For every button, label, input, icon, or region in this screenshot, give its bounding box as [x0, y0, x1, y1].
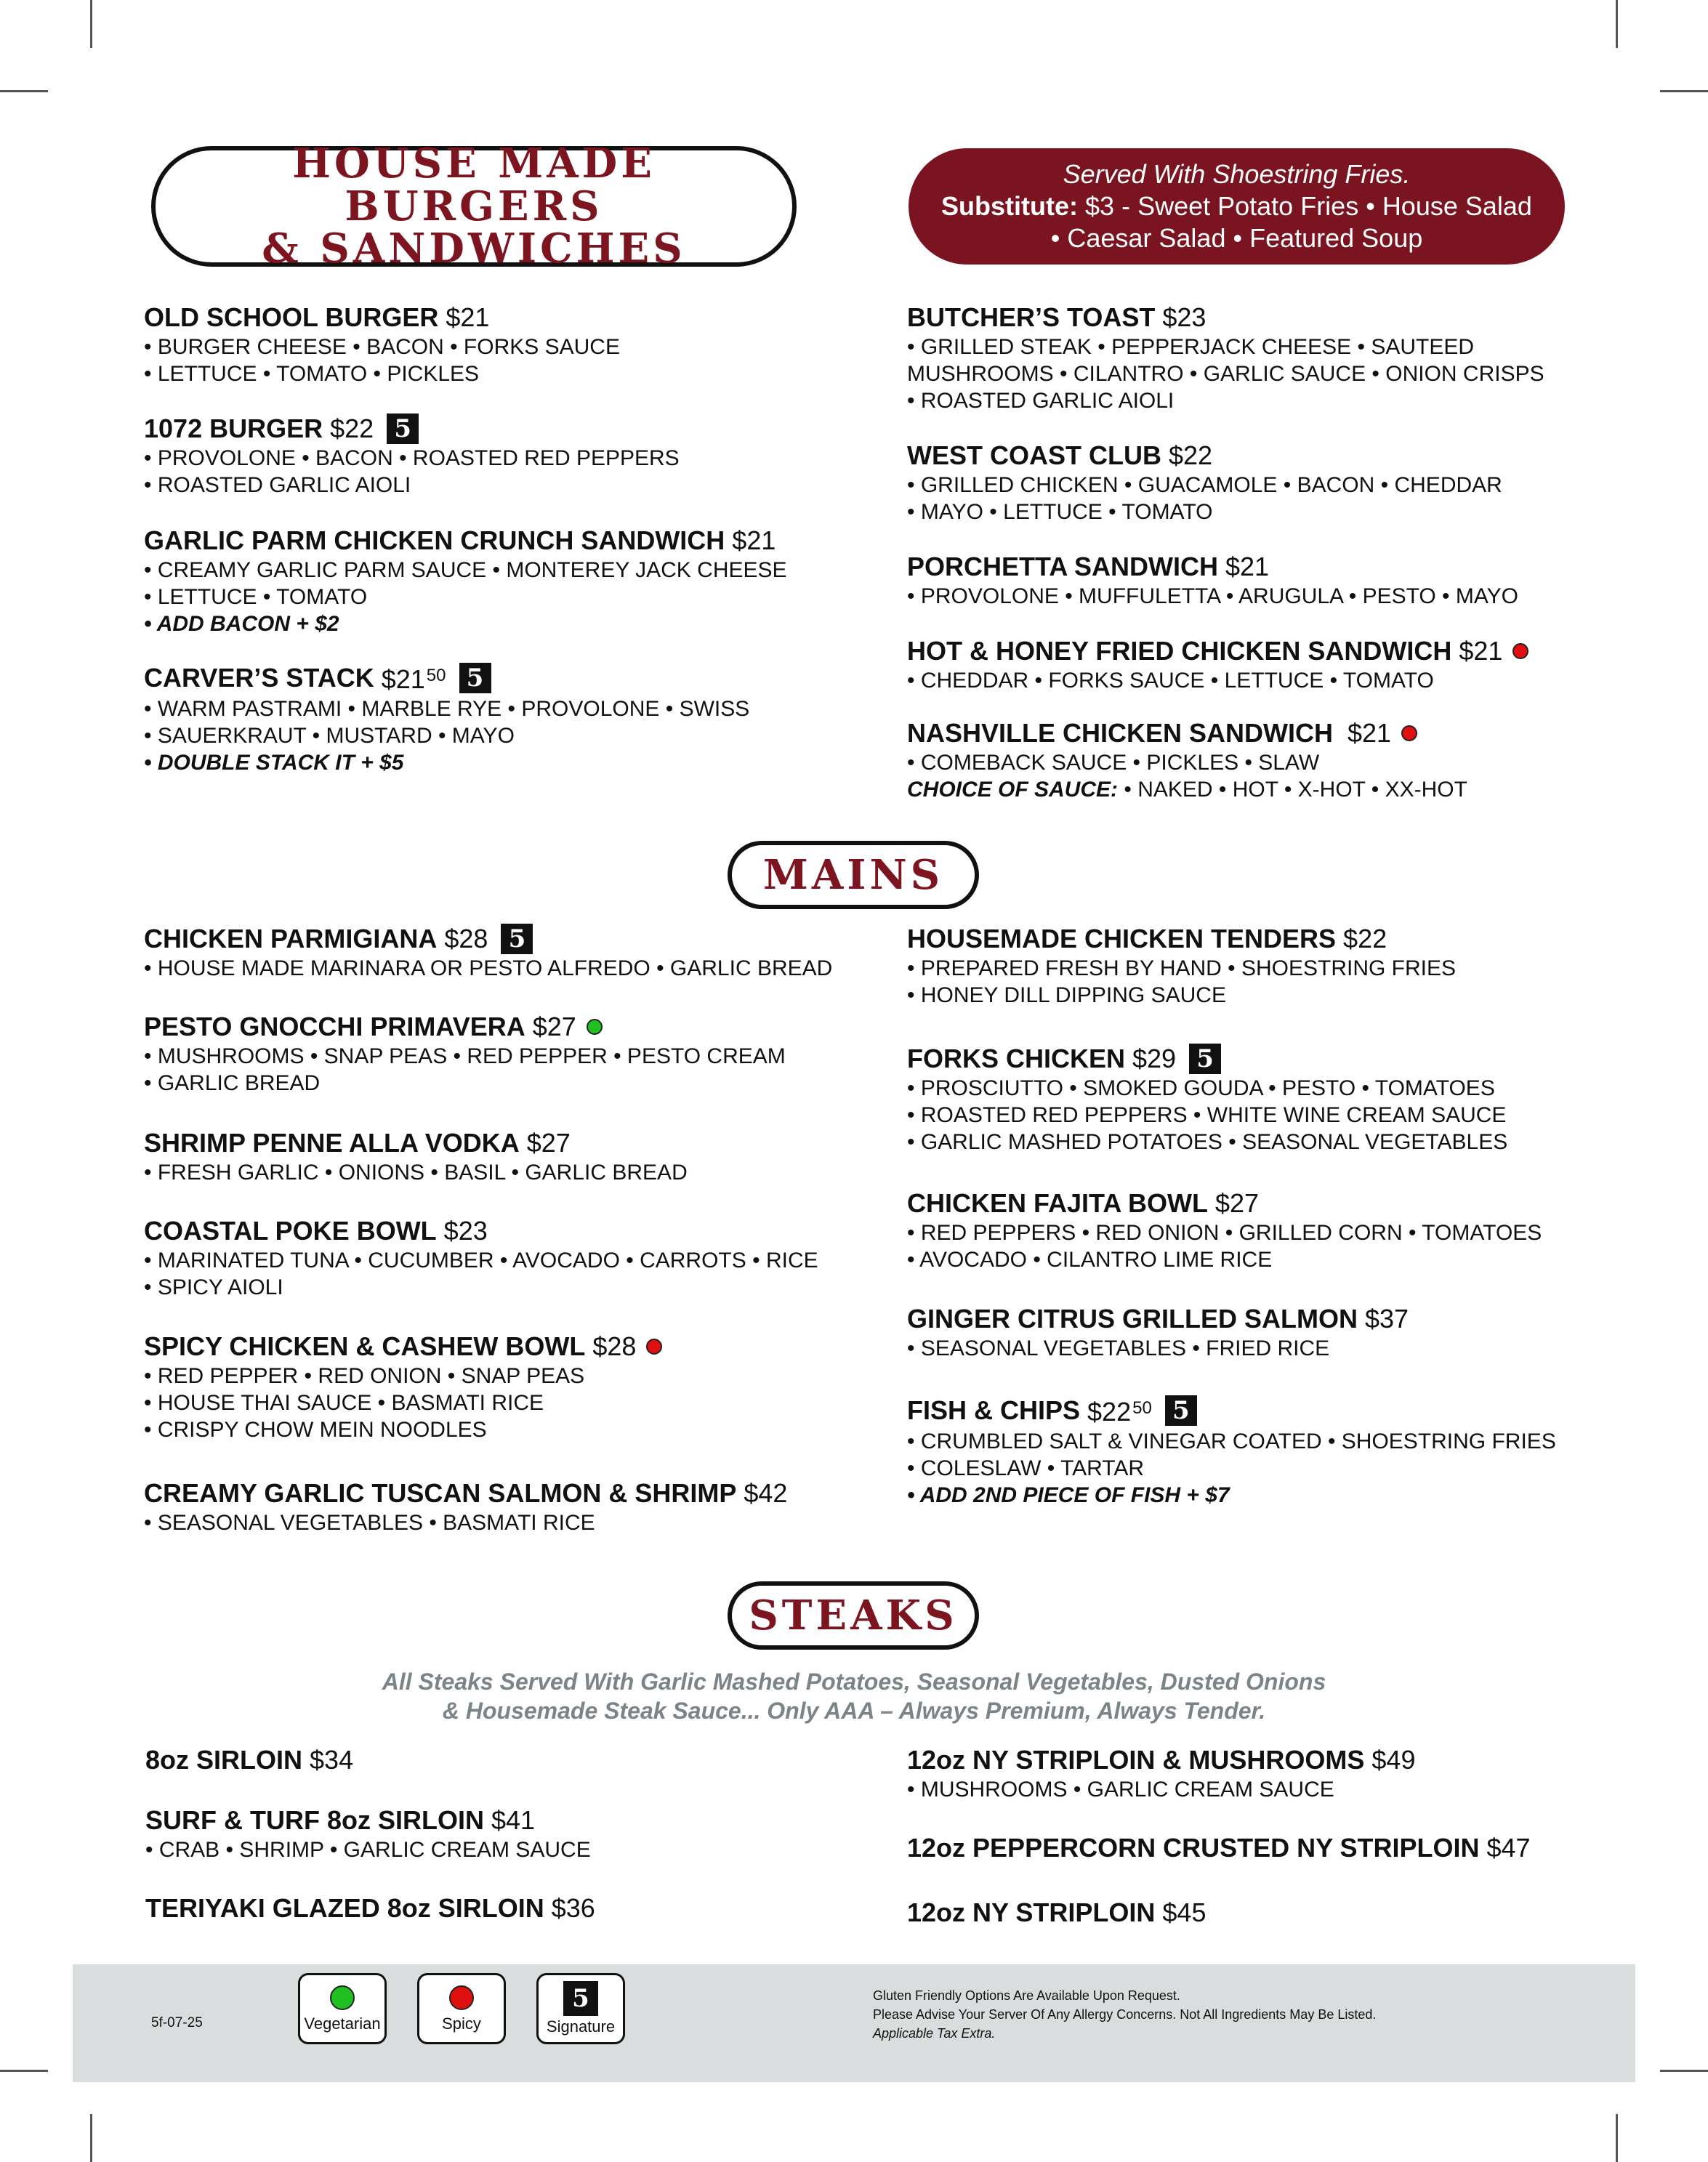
burgers-section-title — [151, 139, 797, 273]
menu-item-porchetta-sandwich — [907, 551, 1561, 610]
item-description: • SEASONAL VEGETABLES • BASMATI RICE — [144, 1511, 595, 1535]
price-dollars: $22 — [1087, 1397, 1132, 1427]
menu-item-forks-chicken — [907, 1043, 1561, 1155]
item-price: $22 — [1168, 440, 1213, 470]
sauce-text: • NAKED • HOT • X-HOT • XX-HOT — [1118, 778, 1467, 802]
menu-item-8oz-sirloin — [145, 1744, 799, 1776]
item-name: 1072 BURGER — [144, 414, 323, 443]
item-description: • CRISPY CHOW MEIN NOODLES — [144, 1418, 487, 1442]
legend-vegetarian-label: Vegetarian — [304, 2014, 381, 2033]
item-price — [382, 660, 446, 695]
crop-mark — [90, 2114, 92, 2162]
menu-item-fajita-bowl — [907, 1187, 1561, 1273]
steaks-note-line2: & Housemade Steak Sauce... Only AAA – Always Premium, Always Tender. — [442, 1698, 1266, 1724]
item-description: • PROSCIUTTO • SMOKED GOUDA • PESTO • TOMATOES — [907, 1076, 1495, 1100]
item-price: $41 — [491, 1805, 536, 1835]
item-price: $29 — [1132, 1044, 1177, 1073]
item-description: • SEASONAL VEGETABLES • FRIED RICE — [907, 1336, 1330, 1360]
crop-mark — [1660, 2070, 1708, 2072]
item-price — [1087, 1392, 1152, 1428]
footer-code: 5f-07-25 — [151, 2015, 203, 2030]
menu-item-nashville-chicken — [907, 717, 1561, 803]
item-price: $37 — [1365, 1304, 1409, 1334]
item-price: $23 — [1162, 302, 1207, 332]
item-description: • RED PEPPERS • RED ONION • GRILLED CORN • TOMATOES — [907, 1221, 1542, 1245]
legend-signature-label: Signature — [546, 2017, 616, 2036]
disclaimer-allergy: Please Advise Your Server Of Any Allergy Concerns. Not All Ingredients May Be Listed. — [873, 2007, 1377, 2022]
served-with-text: Served With Shoestring Fries. — [1063, 159, 1411, 189]
item-name: HOUSEMADE CHICKEN TENDERS — [907, 924, 1337, 953]
item-description: • PREPARED FRESH BY HAND • SHOESTRING FRIES — [907, 956, 1457, 980]
vegetarian-icon — [587, 1019, 603, 1035]
steaks-title: STEAKS — [749, 1591, 958, 1639]
item-description: • GRILLED CHICKEN • GUACAMOLE • BACON • CHEDDAR — [907, 473, 1502, 497]
sauce-label: CHOICE OF SAUCE: — [907, 778, 1119, 802]
item-description: • MAYO • LETTUCE • TOMATO — [907, 500, 1213, 524]
signature-icon: 5 — [501, 924, 533, 954]
substitute-line — [941, 190, 1532, 222]
menu-item-surf-and-turf — [145, 1804, 799, 1863]
mains-section-title — [728, 841, 979, 909]
item-description: • WARM PASTRAMI • MARBLE RYE • PROVOLONE • SWISS — [144, 697, 750, 721]
served-with-note — [909, 148, 1565, 265]
footer-bar — [73, 1964, 1635, 2082]
item-name: 12oz NY STRIPLOIN & MUSHROOMS — [907, 1745, 1365, 1775]
item-description: • ROASTED GARLIC AIOLI — [144, 473, 411, 497]
menu-item-teriyaki-sirloin — [145, 1892, 799, 1924]
item-description: • CREAMY GARLIC PARM SAUCE • MONTEREY JACK CHEESE — [144, 558, 787, 582]
item-name: SPICY CHICKEN & CASHEW BOWL — [144, 1331, 586, 1361]
menu-item-pesto-gnocchi — [144, 1011, 798, 1097]
signature-icon: 5 — [1189, 1044, 1221, 1074]
item-description: • GARLIC BREAD — [144, 1071, 321, 1095]
crop-mark — [1616, 0, 1618, 48]
steaks-section-title — [728, 1581, 979, 1650]
price-cents: 50 — [1132, 1398, 1152, 1418]
item-price: $23 — [443, 1216, 488, 1246]
item-price: $21 — [1225, 552, 1270, 581]
item-description: • LETTUCE • TOMATO — [144, 585, 368, 609]
menu-item-west-coast-club — [907, 440, 1561, 525]
menu-item-cashew-bowl — [144, 1331, 798, 1443]
item-name: CARVER’S STACK — [144, 662, 374, 693]
item-price: $21 — [732, 525, 776, 555]
item-description: • PROVOLONE • BACON • ROASTED RED PEPPERS — [144, 446, 680, 470]
item-price: $49 — [1371, 1745, 1416, 1775]
signature-icon: 5 — [1165, 1395, 1197, 1426]
spicy-icon — [1512, 643, 1528, 659]
item-name: HOT & HONEY FRIED CHICKEN SANDWICH — [907, 636, 1452, 666]
item-name: COASTAL POKE BOWL — [144, 1216, 437, 1246]
crop-mark — [1660, 90, 1708, 92]
item-name: GINGER CITRUS GRILLED SALMON — [907, 1304, 1358, 1334]
menu-item-butchers-toast — [907, 302, 1561, 414]
item-description: • MARINATED TUNA • CUCUMBER • AVOCADO • CARROTS • RICE — [144, 1249, 818, 1272]
item-name: GARLIC PARM CHICKEN CRUNCH SANDWICH — [144, 525, 725, 555]
disclaimer-gluten: Gluten Friendly Options Are Available Upon Request. — [873, 1988, 1180, 2003]
item-description: • FRESH GARLIC • ONIONS • BASIL • GARLIC BREAD — [144, 1161, 688, 1185]
item-description: MUSHROOMS • CILANTRO • GARLIC SAUCE • ONION CRISPS — [907, 362, 1544, 386]
item-price: $21 — [446, 302, 490, 332]
item-description: • AVOCADO • CILANTRO LIME RICE — [907, 1248, 1273, 1272]
item-description: • PROVOLONE • MUFFULETTA • ARUGULA • PESTO • MAYO — [907, 584, 1519, 608]
burgers-title-line2: & SANDWICHES — [262, 225, 686, 273]
item-description: • CRAB • SHRIMP • GARLIC CREAM SAUCE — [145, 1838, 591, 1862]
menu-item-tuscan-salmon — [144, 1477, 798, 1536]
item-description: • SPICY AIOLI — [144, 1275, 283, 1299]
disclaimer-tax: Applicable Tax Extra. — [873, 2026, 996, 2041]
substitute-line-2: • Caesar Salad • Featured Soup — [1050, 223, 1423, 253]
item-name: CREAMY GARLIC TUSCAN SALMON & SHRIMP — [144, 1478, 737, 1508]
item-name: 12oz PEPPERCORN CRUSTED NY STRIPLOIN — [907, 1833, 1480, 1863]
item-description: • BURGER CHEESE • BACON • FORKS SAUCE — [144, 335, 620, 359]
item-price: $45 — [1162, 1897, 1207, 1927]
item-price: $47 — [1486, 1833, 1531, 1863]
item-price: $42 — [744, 1478, 788, 1508]
item-price: $22 — [1343, 924, 1387, 953]
menu-item-poke-bowl — [144, 1215, 818, 1301]
spicy-icon — [1401, 725, 1417, 741]
item-description: • CHEDDAR • FORKS SAUCE • LETTUCE • TOMATO — [907, 669, 1434, 693]
menu-item-ginger-salmon — [907, 1303, 1561, 1362]
item-description: • LETTUCE • TOMATO • PICKLES — [144, 362, 480, 386]
item-name: OLD SCHOOL BURGER — [144, 302, 439, 332]
item-name: 12oz NY STRIPLOIN — [907, 1897, 1156, 1927]
menu-item-1072-burger — [144, 413, 798, 499]
item-name: NASHVILLE CHICKEN SANDWICH — [907, 718, 1334, 748]
item-addon: • ADD 2ND PIECE OF FISH + $7 — [907, 1483, 1230, 1507]
item-name: SURF & TURF 8oz SIRLOIN — [145, 1805, 484, 1835]
crop-mark — [0, 2070, 48, 2072]
item-name: PORCHETTA SANDWICH — [907, 552, 1218, 581]
menu-item-ny-striploin-mushrooms — [907, 1744, 1561, 1803]
menu-item-carvers-stack — [144, 660, 798, 776]
item-price: $21 — [1340, 718, 1392, 748]
item-name: PESTO GNOCCHI PRIMAVERA — [144, 1012, 525, 1041]
item-description: • ROASTED GARLIC AIOLI — [907, 389, 1175, 413]
item-name: FISH & CHIPS — [907, 1395, 1081, 1425]
legend-signature — [536, 1973, 625, 2044]
menu-item-shrimp-penne — [144, 1127, 798, 1186]
item-description: • HOUSE MADE MARINARA OR PESTO ALFREDO • GARLIC BREAD — [144, 956, 833, 980]
green-dot-icon — [330, 1985, 355, 2010]
item-price: $21 — [1459, 636, 1503, 666]
item-name: TERIYAKI GLAZED 8oz SIRLOIN — [145, 1893, 544, 1923]
menu-item-chicken-parmigiana — [144, 923, 833, 982]
item-price: $34 — [310, 1745, 354, 1775]
item-description: • HONEY DILL DIPPING SAUCE — [907, 983, 1226, 1007]
red-dot-icon — [449, 1985, 474, 2010]
item-name: 8oz SIRLOIN — [145, 1745, 303, 1775]
menu-item-ny-striploin — [907, 1897, 1561, 1929]
substitute-label: Substitute: — [941, 191, 1079, 221]
item-price: $27 — [526, 1128, 571, 1158]
sauce-options — [907, 776, 1561, 803]
steaks-note-line1: All Steaks Served With Garlic Mashed Potatoes, Seasonal Vegetables, Dusted Onions — [382, 1669, 1326, 1695]
item-name: WEST COAST CLUB — [907, 440, 1161, 470]
price-cents: 50 — [426, 666, 446, 685]
menu-item-chicken-tenders — [907, 923, 1561, 1009]
menu-item-hot-honey-chicken — [907, 635, 1561, 694]
item-price: $27 — [532, 1012, 576, 1041]
substitute-text: $3 - Sweet Potato Fries • House Salad — [1078, 191, 1532, 221]
item-price: $22 — [330, 414, 374, 443]
item-price: $27 — [1214, 1188, 1260, 1218]
signature-5-icon: 5 — [563, 1981, 598, 2016]
item-description: • HOUSE THAI SAUCE • BASMATI RICE — [144, 1391, 544, 1415]
item-name: CHICKEN FAJITA BOWL — [907, 1188, 1208, 1218]
menu-item-old-school-burger — [144, 302, 798, 387]
item-description: • SAUERKRAUT • MUSTARD • MAYO — [144, 724, 515, 748]
item-price: $36 — [551, 1893, 595, 1923]
menu-item-garlic-parm-sandwich — [144, 525, 798, 637]
item-description: • GARLIC MASHED POTATOES • SEASONAL VEGETABLES — [907, 1130, 1508, 1154]
signature-icon: 5 — [387, 414, 419, 444]
disclaimer — [873, 1986, 1376, 2043]
item-description: • MUSHROOMS • GARLIC CREAM SAUCE — [907, 1778, 1334, 1802]
menu-item-peppercorn-striploin — [907, 1832, 1561, 1864]
signature-icon: 5 — [459, 663, 491, 693]
item-description: • GRILLED STEAK • PEPPERJACK CHEESE • SAUTEED — [907, 335, 1475, 359]
item-description: • CRUMBLED SALT & VINEGAR COATED • SHOESTRING FRIES — [907, 1429, 1556, 1453]
burgers-title-line1: HOUSE MADE BURGERS — [292, 139, 656, 230]
item-description: • COMEBACK SAUCE • PICKLES • SLAW — [907, 751, 1320, 775]
crop-mark — [0, 90, 48, 92]
item-name: FORKS CHICKEN — [907, 1044, 1126, 1073]
item-description: • COLESLAW • TARTAR — [907, 1456, 1145, 1480]
legend-spicy — [417, 1973, 506, 2044]
item-addon: • DOUBLE STACK IT + $5 — [144, 751, 404, 775]
item-description: • RED PEPPER • RED ONION • SNAP PEAS — [144, 1364, 585, 1388]
item-description: • ROASTED RED PEPPERS • WHITE WINE CREAM SAUCE — [907, 1103, 1507, 1127]
spicy-icon — [646, 1339, 662, 1355]
legend-spicy-label: Spicy — [442, 2014, 481, 2033]
item-description: • MUSHROOMS • SNAP PEAS • RED PEPPER • PESTO CREAM — [144, 1044, 786, 1068]
mains-title: MAINS — [762, 850, 944, 899]
item-price: $28 — [444, 924, 488, 953]
item-name: SHRIMP PENNE ALLA VODKA — [144, 1128, 520, 1158]
price-dollars: $21 — [381, 664, 425, 694]
item-name: BUTCHER’S TOAST — [907, 302, 1156, 332]
item-price: $28 — [592, 1331, 637, 1361]
item-addon: • ADD BACON + $2 — [144, 612, 339, 636]
menu-item-fish-and-chips — [907, 1392, 1561, 1509]
crop-mark — [1616, 2114, 1618, 2162]
crop-mark — [90, 0, 92, 48]
item-name: CHICKEN PARMIGIANA — [144, 924, 438, 953]
legend-vegetarian — [298, 1973, 387, 2044]
